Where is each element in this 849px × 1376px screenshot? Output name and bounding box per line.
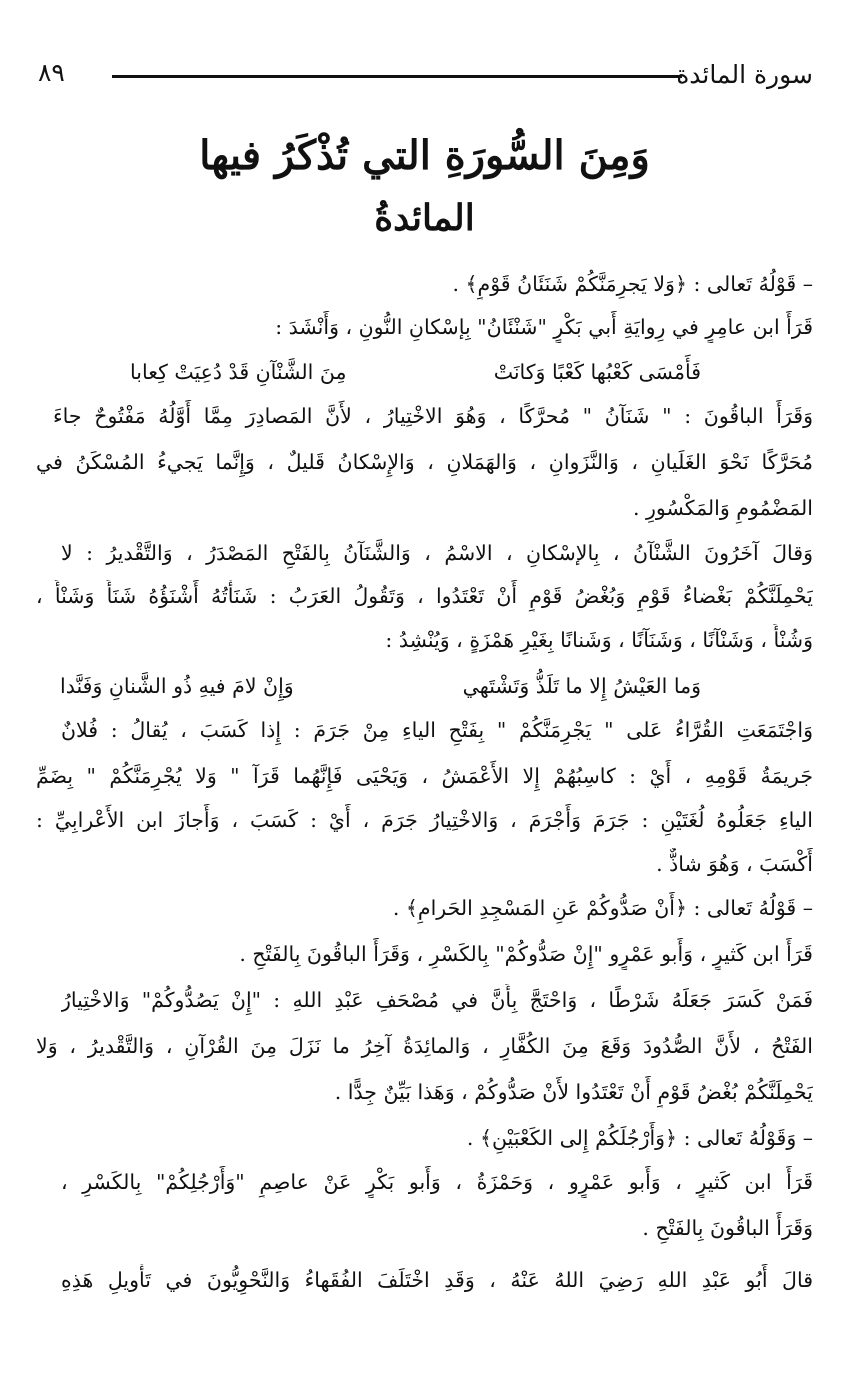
page-number: ٨٩ <box>38 58 65 87</box>
text-line: يَحْمِلَنَّكُمْ بَغْضاءُ قَوْمٍ وَبُغْضُ قَوْمٍ أَنْ تَعْتَدُوا ، وَتَقُولُ العَرَبُ : شَنَأْتُهُ أَشْنَؤُهُ شَنَأً وَشَنْأً ، <box>36 584 813 608</box>
text-line: يَحْمِلَنَّكُمْ بُغْضُ قَوْمٍ أَنْ تَعْتَدُوا لأَنْ صَدُّوكُمْ ، وَهَذا بَيِّنٌ جِدًّا . <box>334 1080 813 1104</box>
text-line: وَاجْتَمَعَتِ القُرَّاءُ عَلى " يَجْرِمَنَّكُمْ " بِفَتْحِ الياءِ مِنْ جَرَمَ : إِذا كَسَبَ ، يُقالُ : فُلانٌ <box>61 718 813 742</box>
text-line: – قَوْلُهُ تَعالى : ﴿أَنْ صَدُّوكُمْ عَنِ المَسْجِدِ الحَرامِ﴾ . <box>392 896 813 920</box>
text-line: – وَقَوْلُهُ تَعالى : ﴿وَأَرْجُلَكُمْ إِلى الكَعْبَيْنِ﴾ . <box>466 1126 813 1150</box>
text-line: وَقَرَأَ الباقُونَ بِالفَتْحِ . <box>642 1216 813 1240</box>
text-line: – قَوْلُهُ تَعالى : ﴿وَلا يَجرِمَنَّكُمْ شَنَئَانُ قَوْمٍ﴾ . <box>452 272 813 296</box>
text-line: جَريمَةُ قَوْمِهِ ، أَيْ : كاسِبُهُمْ إِلا الأَعْمَشُ ، وَيَحْيَى فَإِنَّهُما قَرَآ " وَلا يُجْرِمَنَّكُمْ " بِضَمِّ <box>36 764 813 788</box>
text-line: المَضْمُومِ وَالمَكْسُورِ . <box>632 496 813 520</box>
verse-hemistich-right: فَأَمْسَى كَعْبُها كَعْبًا وَكانَتْ <box>493 360 701 384</box>
section-title: وَمِنَ السُّورَةِ التي تُذْكَرُ فيها <box>199 132 650 179</box>
text-line: أَكْسَبَ ، وَهُوَ شاذٌّ . <box>656 852 813 876</box>
text-line: وَقالَ آخَرُونَ الشَّنْآنُ ، بِالإسْكانِ ، الاسْمُ ، وَالشَّنَآنُ بِالفَتْحِ المَصْدَرُ ، وَالتَّقْديرُ : لا <box>61 541 813 565</box>
text-line: قَرَأَ ابن عامِرٍ في رِوايَةِ أَبي بَكْرٍ "شَنْئَانُ" بِإسْكانِ النُّونِ ، وَأَنْشَدَ : <box>275 315 813 339</box>
text-line: فَمَنْ كَسَرَ جَعَلَهُ شَرْطًا ، وَاحْتَجَّ بِأَنَّ في مُصْحَفِ عَبْدِ اللهِ : "إِنْ يَصُدُّوكُمْ" وَالاخْتِيارُ <box>61 988 813 1012</box>
section-subtitle: المائدةُ <box>374 197 475 239</box>
text-line: الفَتْحُ ، لأَنَّ الصُّدُودَ وَقَعَ مِنَ الكُفَّارِ ، وَالمائِدَةُ آخِرُ ما نَزَلَ مِنَ القُرْآنِ ، وَالتَّقْديرُ ، وَلا <box>36 1034 813 1058</box>
header-rule <box>112 75 682 78</box>
text-line: الياءِ جَعَلُوهُ لُغَتَيْنِ : جَرَمَ وَأَجْرَمَ ، وَالاخْتِيارُ جَرَمَ ، أَيْ : كَسَبَ ، وَأَجازَ ابن الأَعْرابِيِّ : <box>36 808 813 832</box>
verse-hemistich-left: مِنَ الشَّنْآنِ قَدْ دُعِيَتْ كِعابا <box>130 360 347 384</box>
text-line: قَرَأَ ابن كَثيرٍ ، وَأَبو عَمْرٍو ، وَحَمْزَةُ ، وَأَبو بَكْرٍ عَنْ عاصِمٍ "وَأَرْجُلِكُمْ" بِالكَسْرِ ، <box>61 1170 813 1194</box>
text-line: قَرَأَ ابن كَثيرٍ ، وَأَبو عَمْرٍو "إِنْ صَدُّوكُمْ" بِالكَسْرِ ، وَقَرَأَ الباقُونَ بِالفَتْحِ . <box>239 942 813 966</box>
verse-hemistich-right: وَما العَيْشُ إِلا ما تَلَذُّ وَتَشْتَهي <box>462 674 701 698</box>
verse-hemistich-left: وَإِنْ لامَ فيهِ ذُو الشَّنانِ وَفَنَّدا <box>60 674 294 698</box>
text-line: مُحَرَّكًا نَحْوَ الغَلَيانِ ، وَالنَّزَوانِ ، وَالهَمَلانِ ، وَالإِسْكانُ قَليلٌ ، وَإِنَّما يَجيءُ المُسْكَنُ في <box>36 450 813 474</box>
text-line: وَقَرَأَ الباقُونَ : " شَنَآنُ " مُحرَّكًا ، وَهُوَ الاخْتِيارُ ، لأَنَّ المَصادِرَ مِمَّا أَوَّلُهُ مَفْتُوحٌ جاءَ <box>53 404 813 428</box>
text-line: قالَ أَبُو عَبْدِ اللهِ رَضِيَ اللهُ عَنْهُ ، وَقَدِ اخْتَلَفَ الفُقَهاءُ وَالنَّحْوِيُّونَ في تَأْويلِ هَذِهِ <box>61 1268 813 1292</box>
text-line: وَشُنْأً ، وَشَنْآنًا ، وَشَنَآنًا ، وَشَنانًا بِغَيْرِ هَمْزَةٍ ، وَيُنْشِدُ : <box>385 628 813 652</box>
running-header-surah: سورة المائدة <box>676 60 813 89</box>
